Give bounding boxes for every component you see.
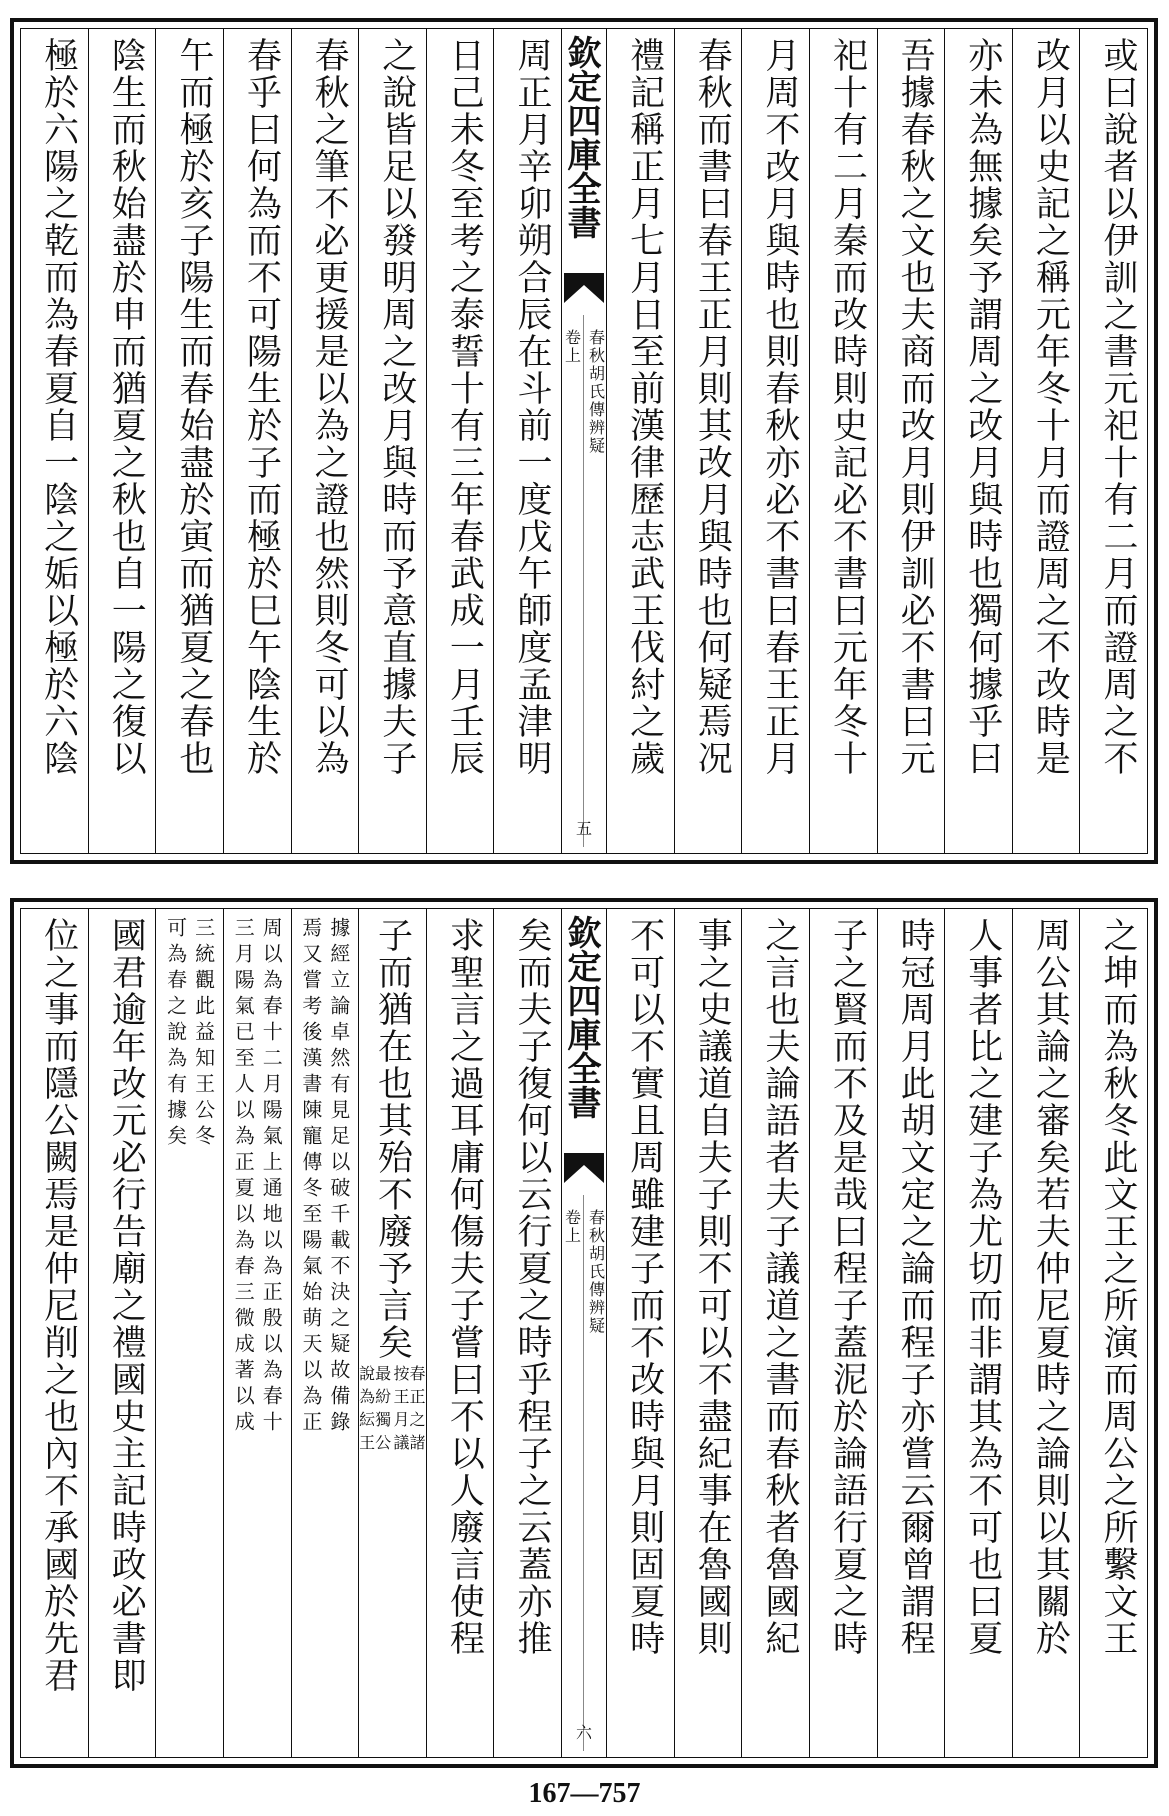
text-column: 位之事而隱公闕焉是仲尼削之也內不承國於先君 [38, 917, 79, 1694]
text-column: 改月以史記之稱元年冬十月而證周之不改時是 [1012, 29, 1080, 853]
text-column-with-note [358, 909, 426, 1757]
commentary-column: 周以為春十二月陽氣上通地以為正殷以為春十 三月陽氣已至人以為正夏以為春三微成著以成 [223, 909, 291, 1757]
text-column: 之坤而為秋冬此文王之所演而周公之所繫文王 [1079, 909, 1147, 1757]
text-column: 人事者比之建子為尤切而非謂其為不可也曰夏 [944, 909, 1012, 1757]
text-column: 之說皆足以發明周之改月與時而予意直據夫子 [358, 29, 426, 853]
book-title: 春秋胡氏傳辨疑 [586, 1209, 606, 1335]
page-number: 167—757 [528, 1778, 641, 1809]
fish-tail-mark-icon [564, 273, 604, 303]
center-band [561, 909, 606, 1757]
text-column: 不可以不實且周雖建子而不改時與月則固夏時 [606, 909, 674, 1757]
text-column: 祀十有二月秦而改時則史記必不書曰元年冬十 [809, 29, 877, 853]
text-column: 亦未為無據矣予謂周之改月與時也獨何據乎曰 [944, 29, 1012, 853]
text-column: 禮記稱正月七月日至前漢律歷志武王伐紂之歲 [606, 29, 674, 853]
collection-title: 欽定四庫全書 [561, 915, 601, 1119]
book-caption [562, 329, 606, 455]
text-column: 求聖言之過耳庸何傷夫子嘗曰不以人廢言使程 [426, 909, 494, 1757]
text-column: 國君逾年改元必行告廟之禮國史主記時政必書即 [88, 909, 156, 1757]
text-column: 或曰說者以伊訓之書元祀十有二月而證周之不 [1079, 29, 1147, 853]
top-page [10, 18, 1158, 864]
folio-number: 五 [575, 819, 592, 838]
text-column: 極於六陽之乾而為春夏自一陰之姤以極於六陰 [38, 37, 79, 777]
center-band [561, 29, 606, 853]
text-column: 陰生而秋始盡於申而猶夏之秋也自一陽之復以 [88, 29, 156, 853]
commentary-column: 三統觀此益知王公冬 可為春之說為有據矣 [155, 909, 223, 1757]
text-column: 春秋而書曰春王正月則其改月與時也何疑焉况 [674, 29, 742, 853]
bottom-page [10, 898, 1158, 1768]
text-column: 子之賢而不及是哉曰程子蓋泥於論語行夏之時 [809, 909, 877, 1757]
text-column: 矣而夫子復何以云行夏之時乎程子之云蓋亦推 [493, 909, 561, 1757]
commentary-note: 按春王正月之議諸 說最為紛紜獨王公 [359, 1364, 426, 1452]
commentary-column: 據經立論卓然有見足以破千載不決之疑故備錄 焉又嘗考後漢書陳寵傳冬至陽氣始萌天以為正 [291, 909, 359, 1757]
text-column: 之言也夫論語者夫子議道之書而春秋者魯國紀 [741, 909, 809, 1757]
top-page-frame [20, 28, 1148, 854]
bottom-columns [21, 909, 1147, 1757]
juan-label: 卷上 [562, 329, 582, 365]
book-title: 春秋胡氏傳辨疑 [586, 329, 606, 455]
folio-number: 六 [575, 1723, 592, 1742]
text-column: 春秋之筆不必更援是以為之證也然則冬可以為 [291, 29, 359, 853]
fish-tail-mark-icon [564, 1153, 604, 1183]
text-column: 時冠周月此胡文定之論而程子亦嘗云爾曾謂程 [877, 909, 945, 1757]
text-column: 日己未冬至考之泰誓十有三年春武成一月壬辰 [426, 29, 494, 853]
main-text: 子而猶在也其殆不廢予言矣 [372, 917, 413, 1361]
juan-label: 卷上 [562, 1209, 582, 1245]
text-column: 周正月辛卯朔合辰在斗前一度戊午師度孟津明 [493, 29, 561, 853]
text-column: 吾據春秋之文也夫商而改月則伊訓必不書曰元 [877, 29, 945, 853]
text-column: 午而極於亥子陽生而春始盡於寅而猶夏之春也 [155, 29, 223, 853]
collection-title: 欽定四庫全書 [561, 35, 601, 239]
bottom-page-frame [20, 908, 1148, 1758]
book-caption [562, 1209, 606, 1335]
text-column: 月周不改月與時也則春秋亦必不書曰春王正月 [741, 29, 809, 853]
text-column: 事之史議道自夫子則不可以不盡紀事在魯國則 [674, 909, 742, 1757]
top-columns [21, 29, 1147, 853]
text-column: 春乎曰何為而不可陽生於子而極於巳午陰生於 [223, 29, 291, 853]
text-column: 周公其論之審矣若夫仲尼夏時之論則以其關於 [1012, 909, 1080, 1757]
